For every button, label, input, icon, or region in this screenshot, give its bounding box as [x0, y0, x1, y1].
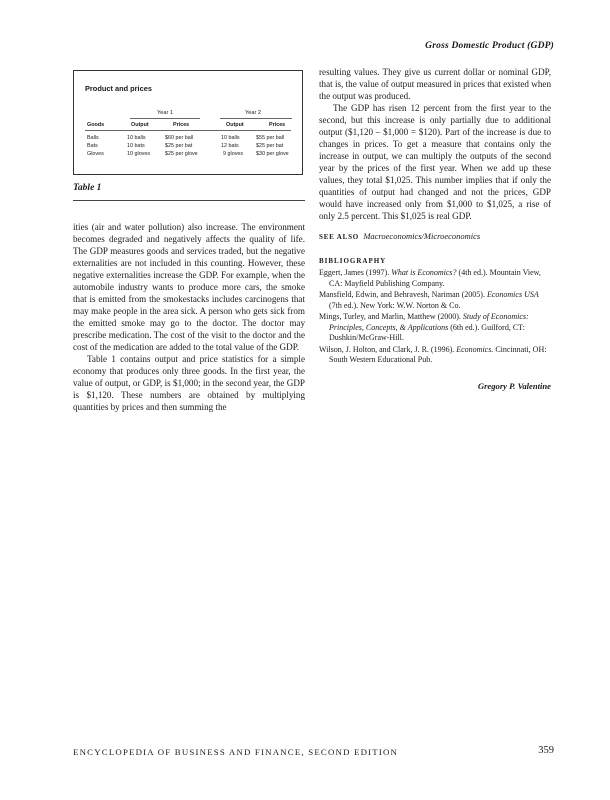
see-also	[319, 230, 551, 243]
bibliography-entry: Eggert, James (1997). What is Economics? (4th ed.). Mountain View, CA: Mayfield Publishing Company.	[319, 268, 541, 288]
right-column	[319, 66, 551, 392]
table-cell: $30 per glove	[256, 151, 289, 157]
table-cell: $25 per bat	[256, 143, 284, 149]
body-paragraph: The GDP has risen 12 percent from the first year to the second, but this increase is only partially due to additional output ($1,120 – $1,000 = $120). Part of the increase is due to changes in prices. To get a measure that contains only the increase in output, we can multiply the outputs of the second year by the prices of the first year. When we add up these values, they total $1,025. This number implies that if only the quantities of output had changed and not the prices, GDP would have increased only from $1,000 to $1,025, a rise of only 2.5 percent. This $1,025 is real GDP.	[319, 103, 551, 221]
caption-rule	[73, 200, 305, 201]
bibliography-entry: Mings, Turley, and Marlin, Matthew (2000). Study of Economics: Principles, Concepts, & Applications (6th ed.). Guilford, CT: Dushkin/McGraw-Hill.	[319, 312, 529, 342]
col-header-prices2: Prices	[269, 122, 286, 128]
article-author: Gregory P. Valentine	[477, 380, 551, 391]
running-head-title: Gross Domestic Product (GDP)	[425, 41, 554, 51]
table-cell: Balls	[87, 135, 99, 141]
year2-label: Year 2	[245, 110, 261, 116]
col-header-output2: Output	[226, 122, 244, 128]
year1-rule	[130, 118, 200, 119]
year2-rule	[220, 118, 292, 119]
see-also-link[interactable]: Macroeconomics/Microeconomics	[363, 231, 481, 241]
col-header-goods: Goods	[87, 122, 105, 128]
table-cell: $60 per ball	[165, 135, 194, 141]
body-paragraph: resulting values. They give us current dollar or nominal GDP, that is, the value of output measured in prices that existed when the output was produced.	[319, 67, 551, 101]
footer-book-title: ENCYCLOPEDIA OF BUSINESS AND FINANCE, SECOND EDITION	[73, 747, 399, 757]
table-cell: 10 bats	[127, 143, 145, 149]
table-cell: Gloves	[87, 151, 104, 157]
year1-label: Year 1	[157, 110, 173, 116]
table-cell: 10 balls	[221, 135, 240, 141]
table-caption: Table 1	[73, 183, 102, 193]
see-also-label: SEE ALSO	[319, 233, 360, 241]
bibliography-entry: Mansfield, Edwin, and Behravesh, Nariman (2005). Economics USA (7th ed.). New York: W.W. Norton & Co.	[319, 290, 539, 310]
table-cell: 10 balls	[127, 135, 146, 141]
table-cell: Bats	[87, 143, 98, 149]
page-number: 359	[538, 745, 554, 756]
body-paragraph: Table 1 contains output and price statistics for a simple economy that produces only three goods. In the first year, the value of output, or GDP, is $1,000; in the second year, the GDP is $1,120. These numbers are obtained by multiplying quantities by prices and then summing the	[73, 354, 305, 412]
left-column	[73, 221, 305, 413]
table-cell: $55 per ball	[256, 135, 285, 141]
table-title: Product and prices	[85, 84, 152, 93]
table-cell: 12 bats	[221, 143, 239, 149]
table-cell: 10 gloves	[127, 151, 151, 157]
table-cell: $25 per glove	[165, 151, 198, 157]
bibliography-entry: Wilson, J. Holton, and Clark, J. R. (1996). Economics. Cincinnati, OH: South Western Educational Pub.	[319, 344, 547, 364]
product-prices-table	[73, 70, 303, 175]
body-paragraph: ities (air and water pollution) also increase. The environment becomes degraded and negatively affects the quality of life. The GDP measures goods and services traded, but the negative externalities are not included in this counting. However, these negative externalities increase the GDP. For example, when the automobile industry wants to produce more cars, the smoke that is emitted from the smokestacks includes carcinogens that may make people in the area sick. A person who gets sick from the emitted smoke may go to the doctor. The doctor may prescribe medication. The cost of the visit to the doctor and the cost of the medication are added to the total value of the GDP.	[73, 222, 305, 352]
table-cell: $25 per bat	[165, 143, 193, 149]
header-rule	[85, 130, 291, 131]
col-header-prices1: Prices	[173, 122, 190, 128]
col-header-output1: Output	[131, 122, 149, 128]
bibliography-heading: BIBLIOGRAPHY	[319, 257, 387, 265]
table-cell: 9 gloves	[223, 151, 244, 157]
